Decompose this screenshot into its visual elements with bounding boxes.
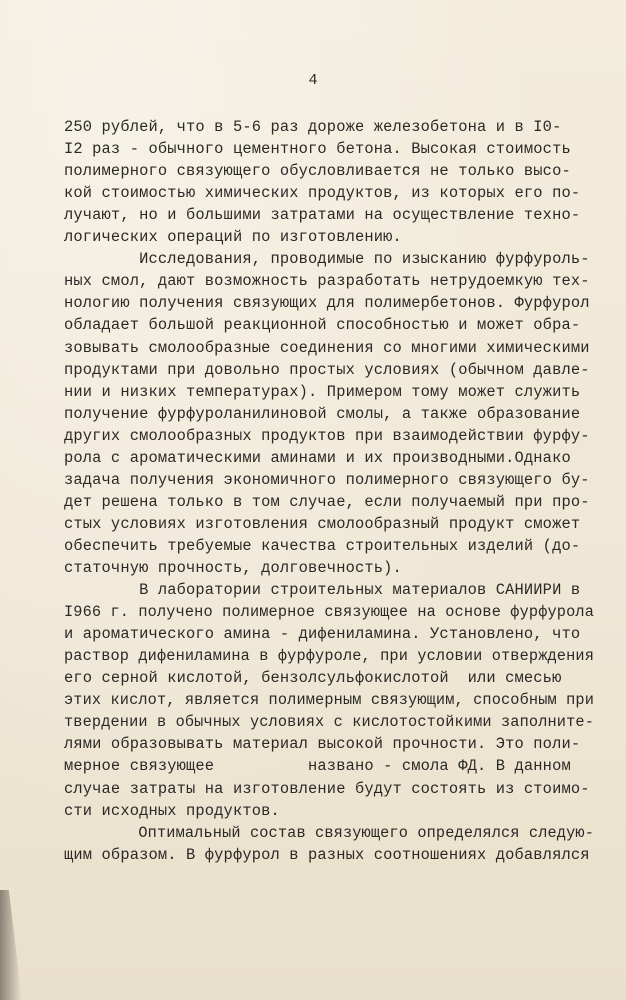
text-line: мерное связующее названо - смола ФД. В данном xyxy=(64,757,571,776)
text-line: 250 рублей, что в 5-6 раз дороже железобетона и в I0- xyxy=(64,118,562,136)
text-line: обеспечить требуемые качества строительных изделий (до- xyxy=(64,536,581,555)
text-line: раствор дифениламина в фурфуроле, при условии отверждения xyxy=(64,647,594,666)
text-line: кой стоимостью химических продуктов, из которых его по- xyxy=(64,184,581,203)
text-line: твердении в обычных условиях с кислотостойкими заполните- xyxy=(64,713,594,732)
text-line: обладает большой реакционной способностью и может обра- xyxy=(64,316,581,335)
text-line: задача получения экономичного полимерного связующего бу- xyxy=(64,470,590,489)
text-line: логических операций по изготовлению. xyxy=(64,228,402,247)
text-line: рола с ароматическими аминами и их производными.Однако xyxy=(64,448,571,467)
page-edge-shadow xyxy=(0,890,22,1000)
text-line: I2 раз - обычного цементного бетона. Высокая стоимость xyxy=(64,140,571,159)
text-line: продуктами при довольно простых условиях (обычном давле- xyxy=(64,360,590,379)
text-line: других смолообразных продуктов при взаимодействии фурфу- xyxy=(64,426,590,445)
text-line: нологию получения связующих для полимербетонов. Фурфурол xyxy=(64,294,590,313)
text-line: стых условиях изготовления смолообразный продукт сможет xyxy=(64,514,581,533)
page-number: 4 xyxy=(308,72,318,89)
text-line: получение фурфуроланилиновой смолы, а также образование xyxy=(64,404,581,423)
text-line: щим образом. В фурфурол в разных соотношениях добавлялся xyxy=(64,845,590,864)
text-line: этих кислот, является полимерным связующим, способным при xyxy=(64,691,594,710)
text-line: Исследования, проводимые по изысканию фурфуроль- xyxy=(64,250,590,269)
text-line: дет решена только в том случае, если получаемый при про- xyxy=(64,492,590,511)
text-line: зовывать смолообразные соединения со многими химическими xyxy=(64,338,590,357)
text-line: лучают, но и большими затратами на осуществление техно- xyxy=(64,206,581,225)
text-line: I966 г. получено полимерное связующее на основе фурфурола xyxy=(64,603,594,622)
text-line: и ароматического амина - дифениламина. Установлено, что xyxy=(64,625,581,644)
text-line: ных смол, дают возможность разработать нетрудоемкую тех- xyxy=(64,272,590,291)
text-line: лями образовывать материал высокой прочности. Это поли- xyxy=(64,735,581,754)
text-line: сти исходных продуктов. xyxy=(64,801,280,820)
text-line: полимерного связующего обусловливается не только высо- xyxy=(64,162,571,181)
text-line: В лаборатории строительных материалов САНИИРИ в xyxy=(64,581,581,600)
text-line: статочную прочность, долговечность). xyxy=(64,559,402,577)
text-line: нии и низких температурах). Примером тому может служить xyxy=(64,382,581,401)
text-line: Оптимальный состав связующего определялся следую- xyxy=(64,823,594,842)
text-line: его серной кислотой, бензолсульфокислотой или смесью xyxy=(64,669,562,688)
text-line: случае затраты на изготовление будут состоять из стоимо- xyxy=(64,779,590,798)
